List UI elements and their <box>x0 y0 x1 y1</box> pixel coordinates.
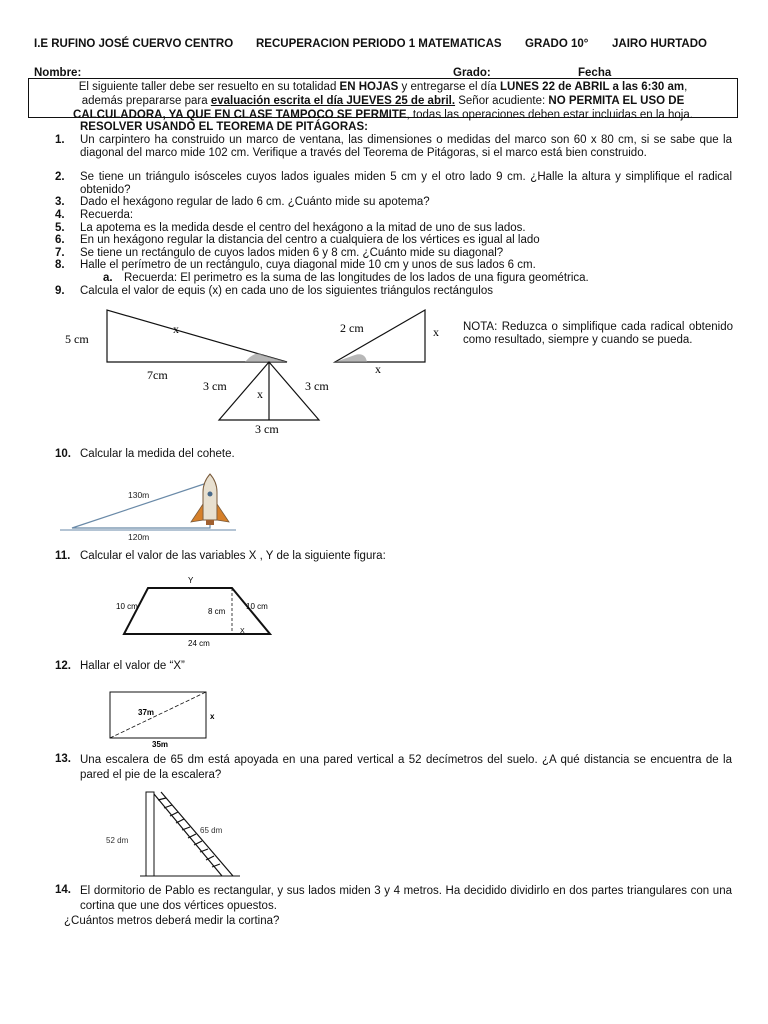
wall <box>146 792 154 876</box>
wall-label: 52 dm <box>106 836 129 845</box>
t3-left-label: 3 cm <box>203 379 227 393</box>
school-name: I.E RUFINO JOSÉ CUERVO CENTRO <box>34 38 234 50</box>
t2-base-label: x <box>375 362 381 376</box>
question-5: 5. La apotema es la medida desde el centro del hexágono a la mitad de uno de sus lados. <box>55 222 526 234</box>
t3-base-label: 3 cm <box>255 422 279 436</box>
t3-right-label: 3 cm <box>305 379 329 393</box>
notice-text: El siguiente taller debe ser resuelto en su totalidad <box>78 81 340 93</box>
trapezoid-top-label: Y <box>188 576 194 585</box>
trapezoid <box>124 588 270 634</box>
teacher-name: JAIRO HURTADO <box>612 38 707 50</box>
question-2: 2. Se tiene un triángulo isósceles cuyos lados iguales miden 5 cm y el otro lado 9 cm. ¿Halle la altura y simplifique el radical obtenido? <box>55 171 732 196</box>
rectangle-diagonal <box>110 692 206 738</box>
question-3: 3. Dado el hexágono regular de lado 6 cm. ¿Cuánto mide su apotema? <box>55 196 430 208</box>
question-8a: a. Recuerda: El perimetro es la suma de las longitudes de los lados de una figura geométrica. <box>103 272 589 284</box>
t1-base-label: 7cm <box>147 368 168 382</box>
question-6: 6. En un hexágono regular la distancia del centro a cualquiera de los vértices es igual al lado <box>55 234 540 246</box>
rocket-figure <box>60 470 250 545</box>
document-title: RECUPERACION PERIODO 1 MATEMATICAS <box>256 38 502 50</box>
ladder-label: 65 dm <box>200 826 223 835</box>
notice-bold: EN HOJAS <box>339 81 399 93</box>
triangle-2 <box>335 310 425 362</box>
trapezoid-x-label: X <box>240 628 245 635</box>
rocket-triangle <box>72 482 210 528</box>
grade-level: GRADO 10° <box>525 38 589 50</box>
notice-exam-date: evaluación escrita el día JUEVES 25 de abril. <box>210 95 456 107</box>
notice-warning: NO PERMITA EL USO DE <box>548 95 685 107</box>
rectangle-diag-label: 37m <box>138 708 155 717</box>
t2-hyp-label: 2 cm <box>340 321 364 335</box>
instructions-box <box>28 78 738 121</box>
grade-label: Grado: <box>453 67 491 79</box>
question-8: 8. Halle el perímetro de un rectángulo, cuya diagonal mide 10 cm y unos de sus lados 6 cm. <box>55 259 536 271</box>
name-label: Nombre: <box>34 67 82 79</box>
question-1: 1. Un carpintero ha construido un marco de ventana, las dimensiones o medidas del marco son 60 x 80 cm, si se sabe que la diagonal del marco mide 102 cm. Verifique a través del Teorema de Pitágoras, si el marco está bien construido. <box>55 134 732 159</box>
angle-shading <box>335 354 367 362</box>
trapezoid-figure <box>110 572 290 652</box>
t3-height-label: x <box>257 387 263 401</box>
triangles-figure <box>55 300 465 440</box>
notice-warning: CALCULADORA, YA QUE EN CLASE TAMPOCO SE PERMITE <box>73 109 407 121</box>
question-7: 7. Se tiene un rectángulo de cuyos lados miden 6 y 8 cm. ¿Cuánto mide su diagonal? <box>55 247 504 259</box>
section-title: RESOLVER USANDO EL TEOREMA DE PITÁGORAS: <box>80 121 368 133</box>
question-9: 9. Calcula el valor de equis (x) en cada uno de los siguientes triángulos rectángulos <box>55 285 493 297</box>
rectangle-base-label: 35m <box>152 740 169 749</box>
t1-hyp-label: x <box>173 322 179 336</box>
trapezoid-right-label: 10 cm <box>246 602 268 611</box>
question-11: 11. Calcular el valor de las variables X , Y de la siguiente figura: <box>55 550 386 562</box>
rocket-hyp-label: 130m <box>128 490 150 500</box>
question-13: 13. Una escalera de 65 dm está apoyada en una pared vertical a 52 decímetros del suelo. ¿A qué distancia se encuentra de la pared el pie de la escalera? <box>55 753 732 781</box>
trapezoid-left-label: 10 cm <box>116 602 138 611</box>
angle-shading <box>245 354 287 362</box>
date-label: Fecha <box>578 67 612 79</box>
question-14: 14. El dormitorio de Pablo es rectangular, y sus lados miden 3 y 4 metros. Ha decidido dividirlo en dos partes triangulares con una cortina que une dos vértices opuestos. <box>55 884 732 912</box>
notice-text: Señor acudiente: <box>455 95 549 107</box>
rocket-base-label: 120m <box>128 532 150 542</box>
rectangle-side-label: x <box>210 712 215 721</box>
notice-text: y entregarse el día <box>398 81 500 93</box>
question-4: 4. Recuerda: <box>55 209 134 221</box>
notice-text: además prepararse para <box>81 95 211 107</box>
question-12: 12. Hallar el valor de “X” <box>55 660 185 672</box>
notice-text: , <box>684 81 688 93</box>
trapezoid-height-label: 8 cm <box>208 607 226 616</box>
note-text: NOTA: Reduzca o simplifique cada radical obtenido como resultado, siempre y cuando se pueda. <box>463 321 733 346</box>
question-10: 10. Calcular la medida del cohete. <box>55 448 235 460</box>
question-14-extra: ¿Cuántos metros deberá medir la cortina? <box>64 915 280 927</box>
rocket-icon <box>191 474 229 525</box>
t2-side-label: x <box>433 325 439 339</box>
t1-side-label: 5 cm <box>65 332 89 346</box>
notice-text: , todas las operaciones deben estar incluidas en la hoja. <box>406 109 693 121</box>
ladder-figure <box>100 790 250 880</box>
notice-date: LUNES 22 de ABRIL a las 6:30 am <box>500 81 685 93</box>
rectangle-figure <box>100 688 230 753</box>
trapezoid-base-label: 24 cm <box>188 639 210 648</box>
